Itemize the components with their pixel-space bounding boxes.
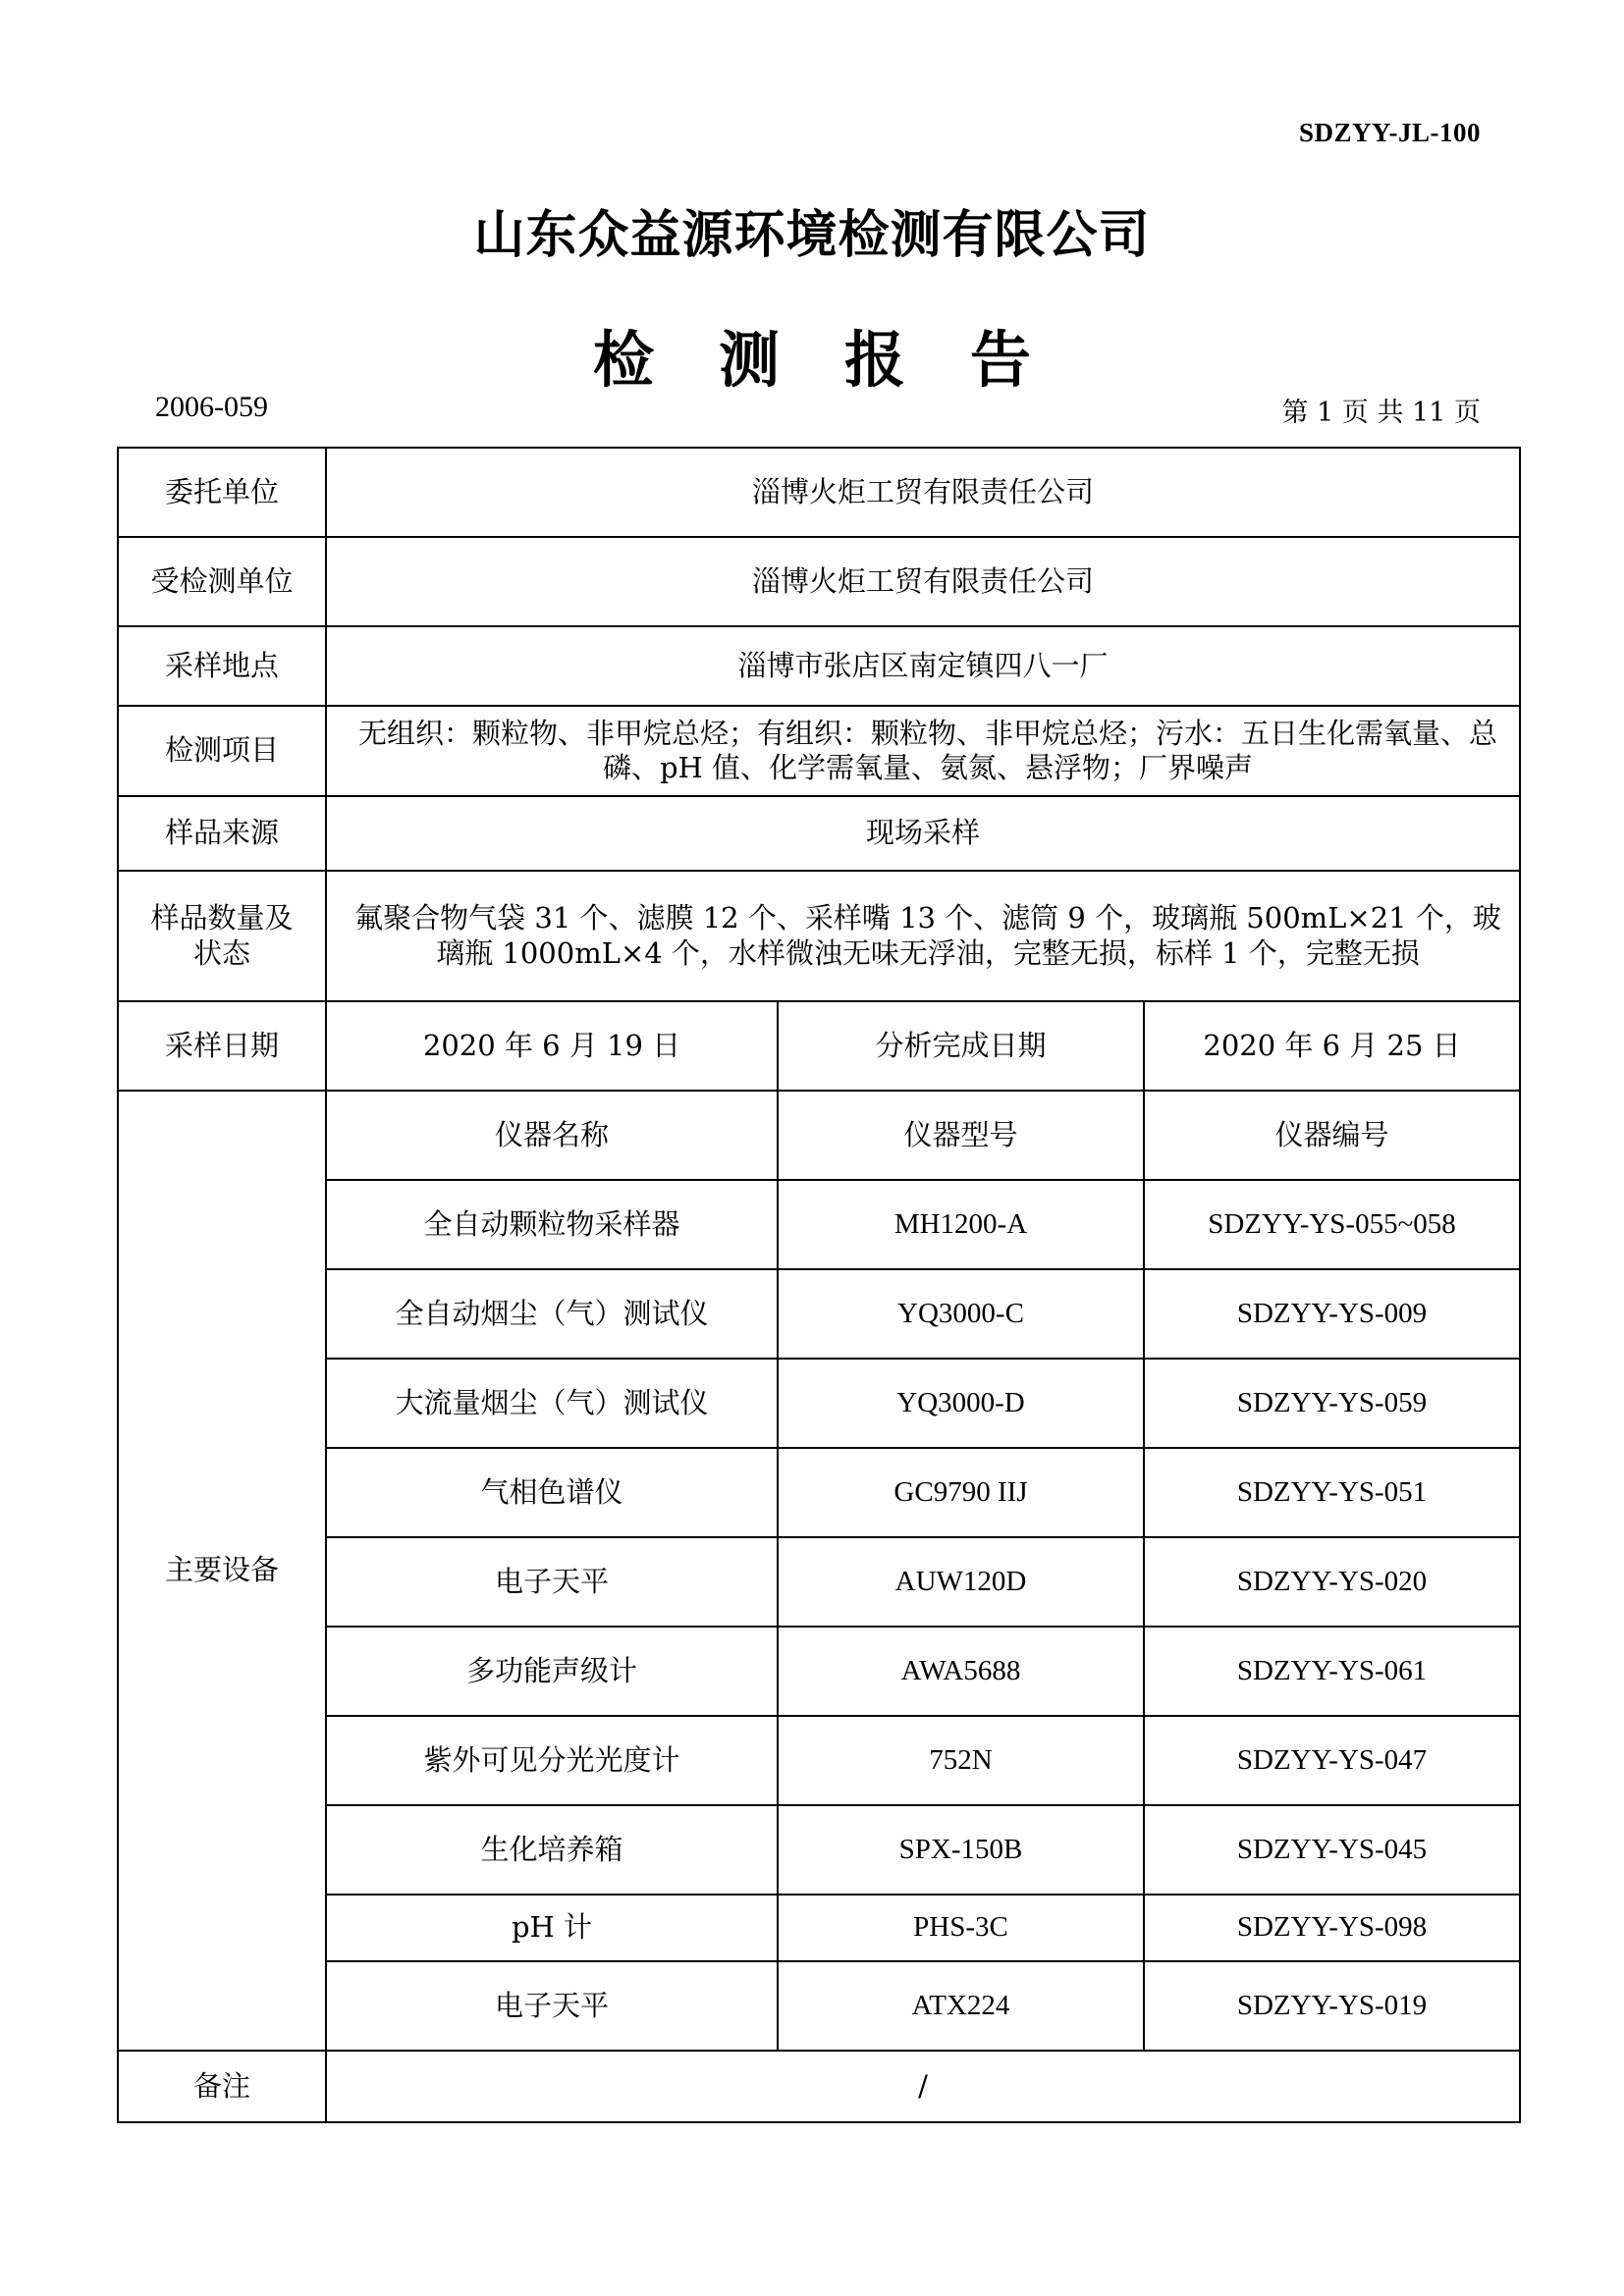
- equipment-name: 电子天平: [326, 1537, 778, 1627]
- items-value: 无组织：颗粒物、非甲烷总烃；有组织：颗粒物、非甲烷总烃；污水：五日生化需氧量、总磷、pH 值、化学需氧量、氨氮、悬浮物；厂界噪声: [326, 706, 1520, 796]
- equipment-code: SDZYY-YS-061: [1144, 1627, 1520, 1716]
- equipment-model: 752N: [778, 1716, 1144, 1805]
- report-title: 检测报告: [592, 324, 1096, 396]
- quantity-value: 氟聚合物气袋 31 个、滤膜 12 个、采样嘴 13 个、滤筒 9 个，玻璃瓶 500mL×21 个，玻璃瓶 1000mL×4 个，水样微浊无味无浮油，完整无损，标样 1 个，完整无损: [326, 871, 1520, 1001]
- equipment-code: SDZYY-YS-047: [1144, 1716, 1520, 1805]
- quantity-label: 样品数量及状态: [118, 871, 326, 1001]
- equipment-code: SDZYY-YS-009: [1144, 1269, 1520, 1359]
- sampling-date-value: 2020 年 6 月 19 日: [326, 1001, 778, 1091]
- equipment-row: [118, 1537, 1520, 1627]
- equipment-row: [118, 1805, 1520, 1895]
- analysis-date-value: 2020 年 6 月 25 日: [1144, 1001, 1520, 1091]
- equipment-name: pH 计: [326, 1895, 778, 1961]
- equipment-row: [118, 1961, 1520, 2051]
- equipment-code: SDZYY-YS-020: [1144, 1537, 1520, 1627]
- report-table: [117, 447, 1521, 2123]
- document-code: SDZYY-JL-100: [1298, 118, 1481, 147]
- inspected-label: 受检测单位: [118, 537, 326, 626]
- equipment-model: GC9790 IIJ: [778, 1448, 1144, 1537]
- equipment-model: ATX224: [778, 1961, 1144, 2051]
- equipment-name: 生化培养箱: [326, 1805, 778, 1895]
- equipment-label: 主要设备: [118, 1091, 326, 2051]
- equipment-row: [118, 1269, 1520, 1359]
- equipment-model: SPX-150B: [778, 1805, 1144, 1895]
- equipment-code: SDZYY-YS-019: [1144, 1961, 1520, 2051]
- client-row: [118, 448, 1520, 537]
- equipment-row: [118, 1448, 1520, 1537]
- equipment-model: AWA5688: [778, 1627, 1144, 1716]
- report-number: 2006-059: [155, 391, 268, 423]
- remarks-label: 备注: [118, 2051, 326, 2122]
- equipment-row: [118, 1180, 1520, 1269]
- equipment-name: 紫外可见分光光度计: [326, 1716, 778, 1805]
- equipment-row: [118, 1895, 1520, 1961]
- client-label: 委托单位: [118, 448, 326, 537]
- sampling-date-label: 采样日期: [118, 1001, 326, 1091]
- source-value: 现场采样: [326, 796, 1520, 871]
- equipment-model: AUW120D: [778, 1537, 1144, 1627]
- equipment-name: 气相色谱仪: [326, 1448, 778, 1537]
- remarks-row: [118, 2051, 1520, 2122]
- remarks-value: /: [326, 2051, 1520, 2122]
- source-label: 样品来源: [118, 796, 326, 871]
- equipment-name: 全自动颗粒物采样器: [326, 1180, 778, 1269]
- equipment-code: SDZYY-YS-045: [1144, 1805, 1520, 1895]
- items-row: [118, 706, 1520, 796]
- equipment-name: 全自动烟尘（气）测试仪: [326, 1269, 778, 1359]
- equipment-model: YQ3000-D: [778, 1359, 1144, 1448]
- equipment-header-code: 仪器编号: [1144, 1091, 1520, 1180]
- items-label: 检测项目: [118, 706, 326, 796]
- equipment-code: SDZYY-YS-055~058: [1144, 1180, 1520, 1269]
- equipment-row: [118, 1359, 1520, 1448]
- inspected-row: [118, 537, 1520, 626]
- equipment-code: SDZYY-YS-051: [1144, 1448, 1520, 1537]
- equipment-model: PHS-3C: [778, 1895, 1144, 1961]
- analysis-date-label: 分析完成日期: [778, 1001, 1144, 1091]
- equipment-header-name: 仪器名称: [326, 1091, 778, 1180]
- equipment-model: YQ3000-C: [778, 1269, 1144, 1359]
- equipment-name: 电子天平: [326, 1961, 778, 2051]
- equipment-name: 多功能声级计: [326, 1627, 778, 1716]
- equipment-row: [118, 1716, 1520, 1805]
- equipment-code: SDZYY-YS-059: [1144, 1359, 1520, 1448]
- site-label: 采样地点: [118, 626, 326, 706]
- page-indicator: 第 1 页 共 11 页: [1281, 398, 1481, 428]
- dates-row: [118, 1001, 1520, 1091]
- company-name: 山东众益源环境检测有限公司: [473, 206, 1151, 265]
- equipment-row: [118, 1627, 1520, 1716]
- quantity-row: [118, 871, 1520, 1001]
- site-row: [118, 626, 1520, 706]
- site-value: 淄博市张店区南定镇四八一厂: [326, 626, 1520, 706]
- equipment-header-row: [118, 1091, 1520, 1180]
- equipment-name: 大流量烟尘（气）测试仪: [326, 1359, 778, 1448]
- equipment-model: MH1200-A: [778, 1180, 1144, 1269]
- inspected-value: 淄博火炬工贸有限责任公司: [326, 537, 1520, 626]
- equipment-code: SDZYY-YS-098: [1144, 1895, 1520, 1961]
- source-row: [118, 796, 1520, 871]
- equipment-header-model: 仪器型号: [778, 1091, 1144, 1180]
- client-value: 淄博火炬工贸有限责任公司: [326, 448, 1520, 537]
